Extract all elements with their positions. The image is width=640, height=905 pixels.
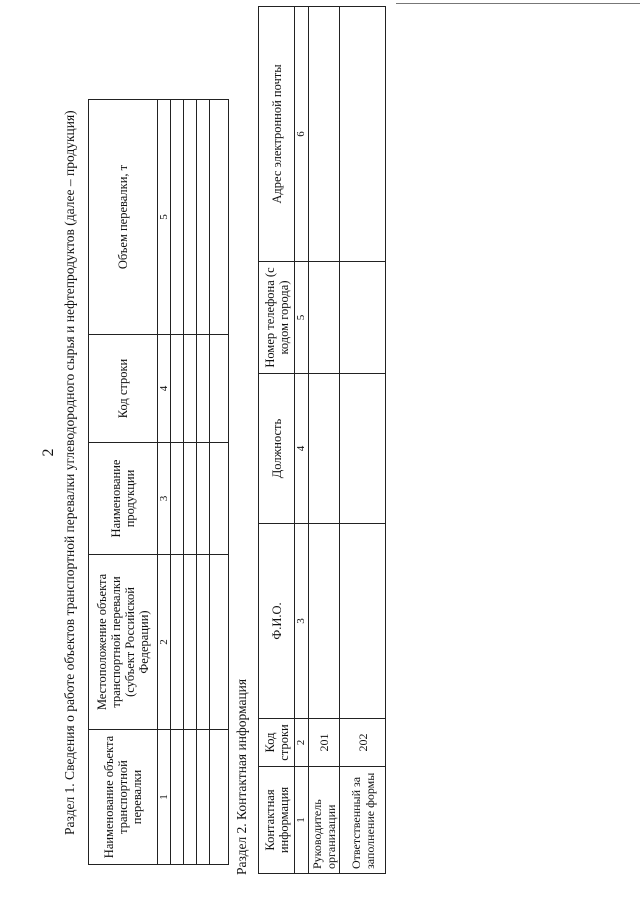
s1-cell[interactable] — [197, 443, 210, 555]
s2-colnum: 2 — [295, 719, 309, 767]
s2-header-contact: Контактная информация — [259, 767, 295, 874]
s2-cell[interactable] — [340, 262, 386, 374]
s2-colnum: 1 — [295, 767, 309, 874]
s1-cell[interactable] — [184, 443, 197, 555]
s1-colnum: 4 — [158, 335, 171, 443]
s2-cell[interactable] — [309, 374, 340, 524]
s2-cell[interactable] — [309, 524, 340, 719]
s1-header-product: Наименование продукции — [89, 443, 158, 555]
s1-cell[interactable] — [171, 335, 184, 443]
s2-cell[interactable] — [340, 524, 386, 719]
s2-cell[interactable] — [340, 374, 386, 524]
s2-header-fio: Ф.И.О. — [259, 524, 295, 719]
section1-column-numbers — [158, 100, 171, 865]
section1-header-row — [89, 100, 158, 865]
section1-empty-row — [197, 100, 210, 865]
s1-cell[interactable] — [210, 335, 229, 443]
s1-cell[interactable] — [171, 443, 184, 555]
s1-cell[interactable] — [197, 335, 210, 443]
s1-cell[interactable] — [210, 100, 229, 335]
section2-title: Раздел 2. Контактная информация — [234, 678, 249, 875]
page-number: 2 — [40, 448, 57, 457]
s1-cell[interactable] — [184, 555, 197, 730]
s1-header-location: Местоположение объекта транспортной перевалки (субъект Российской Федерации) — [89, 555, 158, 730]
section2-header-row — [259, 7, 295, 874]
s1-cell[interactable] — [184, 730, 197, 865]
s1-cell[interactable] — [210, 443, 229, 555]
s1-cell[interactable] — [197, 100, 210, 335]
s2-row-label: Руководитель организации — [309, 767, 340, 874]
section2-column-numbers — [295, 7, 309, 874]
s1-colnum: 1 — [158, 730, 171, 865]
s2-row-code: 201 — [309, 719, 340, 767]
s2-cell[interactable] — [309, 262, 340, 374]
s1-cell[interactable] — [210, 555, 229, 730]
s2-cell[interactable] — [340, 7, 386, 262]
s2-header-position: Должность — [259, 374, 295, 524]
s1-cell[interactable] — [197, 730, 210, 865]
s1-cell[interactable] — [210, 730, 229, 865]
section1-empty-row — [171, 100, 184, 865]
s1-colnum: 5 — [158, 100, 171, 335]
s1-cell[interactable] — [184, 100, 197, 335]
section2-row-head — [309, 7, 340, 874]
section2-table — [258, 6, 386, 874]
s1-header-object-name: Наименование объекта транспортной перевалки — [89, 730, 158, 865]
section1-title: Раздел 1. Сведения о работе объектов транспортной перевалки углеводородного сырья и нефтепродуктов (далее – продукция) — [62, 110, 77, 835]
s2-row-code: 202 — [340, 719, 386, 767]
s1-colnum: 2 — [158, 555, 171, 730]
section2-row-responsible — [340, 7, 386, 874]
section1-empty-row — [184, 100, 197, 865]
s1-cell[interactable] — [197, 555, 210, 730]
section1-empty-row — [210, 100, 229, 865]
s1-cell[interactable] — [171, 730, 184, 865]
section1-table — [88, 99, 229, 865]
s2-header-email: Адрес электронной почты — [259, 7, 295, 262]
s2-header-row-code: Код строки — [259, 719, 295, 767]
s1-cell[interactable] — [171, 100, 184, 335]
s2-header-phone: Номер телефона (с кодом города) — [259, 262, 295, 374]
s2-row-label: Ответственный за заполнение формы — [340, 767, 386, 874]
s1-header-volume: Объем перевалки, т — [89, 100, 158, 335]
s2-colnum: 4 — [295, 374, 309, 524]
s1-cell[interactable] — [184, 335, 197, 443]
s1-colnum: 3 — [158, 443, 171, 555]
s1-cell[interactable] — [171, 555, 184, 730]
s2-cell[interactable] — [309, 7, 340, 262]
s2-colnum: 6 — [295, 7, 309, 262]
s2-colnum: 3 — [295, 524, 309, 719]
s1-header-row-code: Код строки — [89, 335, 158, 443]
s2-colnum: 5 — [295, 262, 309, 374]
